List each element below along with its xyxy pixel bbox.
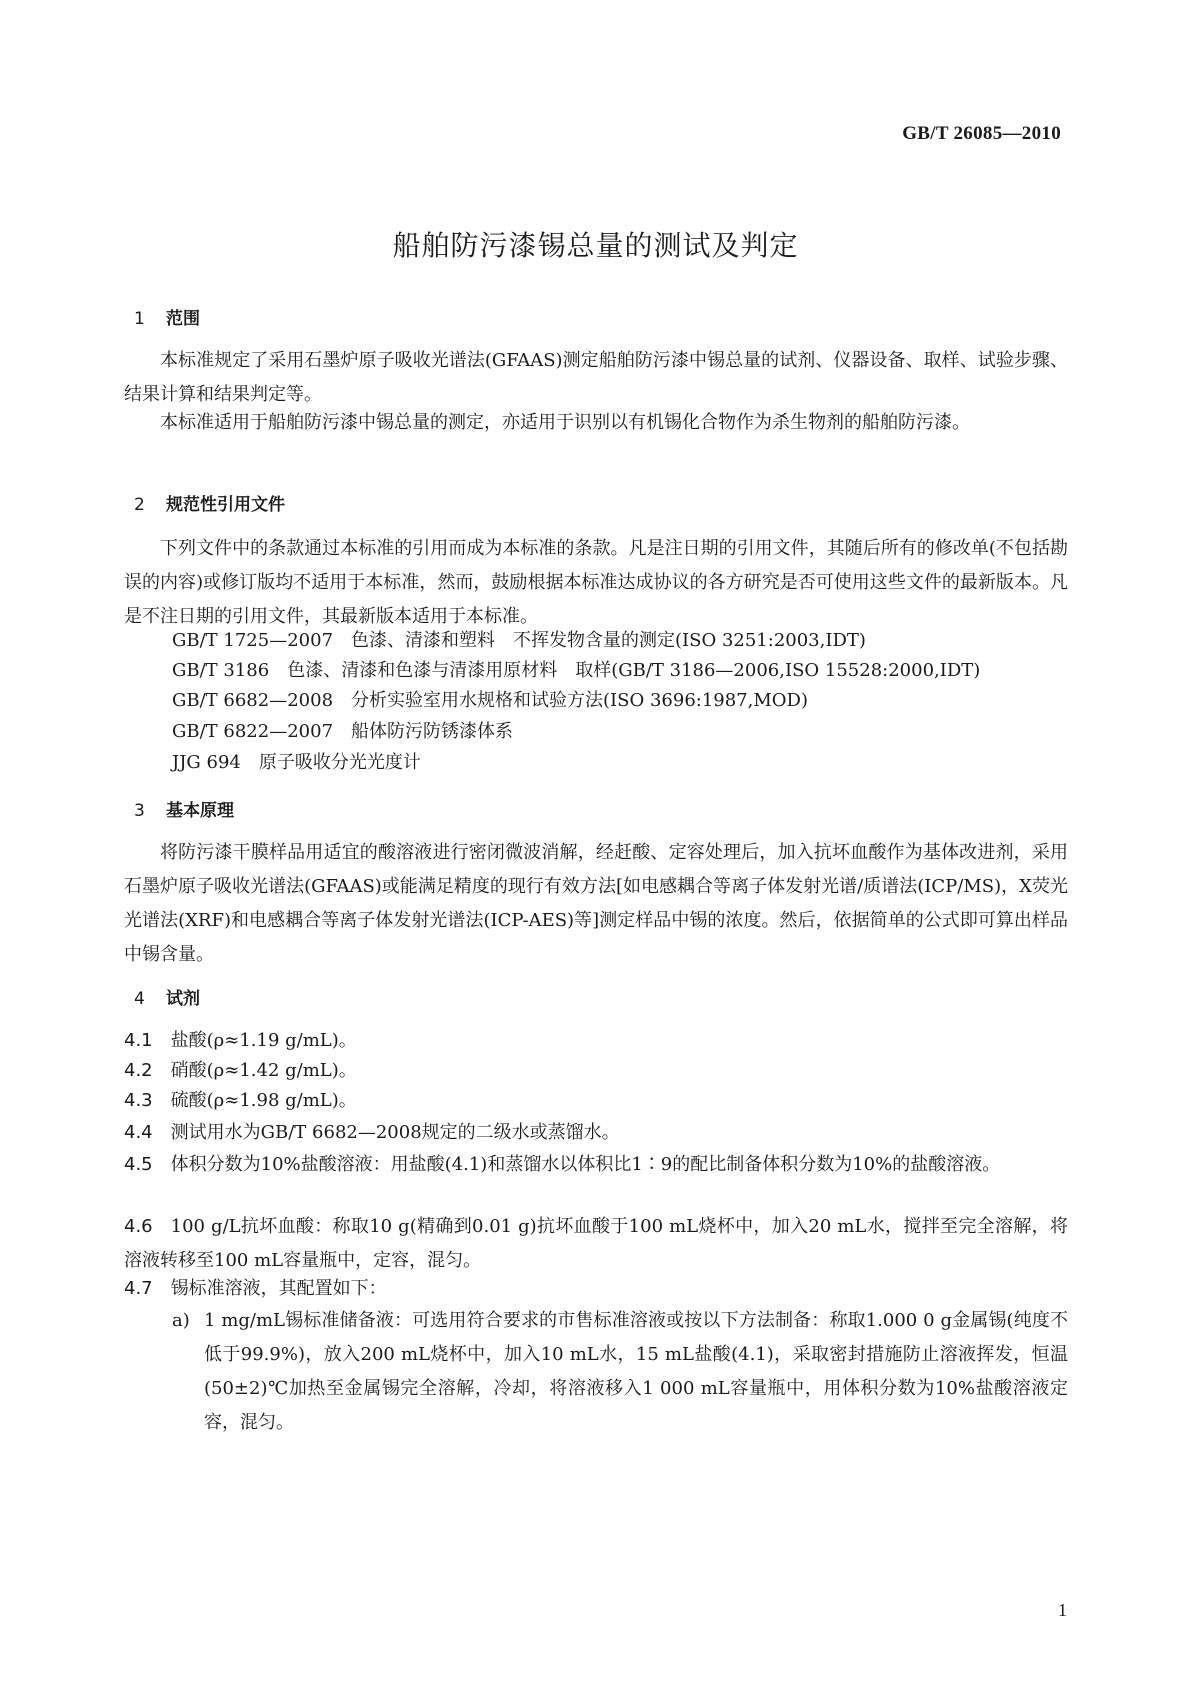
section-number: 1 bbox=[134, 309, 145, 329]
section-title: 范围 bbox=[166, 309, 200, 329]
clause-4-2 bbox=[124, 1054, 1068, 1088]
clause-number: 4.7 bbox=[124, 1278, 153, 1299]
clause-number: 4.6 bbox=[124, 1216, 153, 1237]
clause-text: 硫酸(ρ≈1.98 g/mL)。 bbox=[170, 1090, 357, 1111]
clause-text: 体积分数为10%盐酸溶液：用盐酸(4.1)和蒸馏水以体积比1∶9的配比制备体积分数为10%的盐酸溶液。 bbox=[170, 1154, 1001, 1175]
reference-item: GB/T 6682—2008 分析实验室用水规格和试验方法(ISO 3696:1987,MOD) bbox=[172, 690, 809, 711]
clause-number: 4.3 bbox=[124, 1090, 153, 1111]
section-1-paragraph-1: 本标准规定了采用石墨炉原子吸收光谱法(GFAAS)测定船舶防污漆中锡总量的试剂、仪器设备、取样、试验步骤、结果计算和结果判定等。 bbox=[124, 350, 1068, 405]
section-number: 3 bbox=[134, 801, 145, 821]
clause-4-1 bbox=[124, 1024, 1068, 1058]
section-1-heading bbox=[134, 304, 200, 329]
section-number: 4 bbox=[134, 989, 145, 1009]
section-number: 2 bbox=[134, 495, 145, 515]
sub-item-a bbox=[172, 1304, 1068, 1440]
clause-4-5 bbox=[124, 1148, 1068, 1182]
standard-code: GB/T 26085—2010 bbox=[902, 123, 1061, 144]
sub-item-text: 1 mg/mL锡标准储备液：可选用符合要求的市售标准溶液或按以下方法制备：称取1.000 0 g金属锡(纯度不低于99.9%)，放入200 mL烧杯中，加入10 mL水，15 mL盐酸(4.1)，采取密封措施防止溶液挥发，恒温(50±2)℃加热至金属锡完全溶解，冷却，将溶液移入1 000 mL容量瓶中，用体积分数为10%盐酸溶液定容，混匀。 bbox=[204, 1310, 1068, 1433]
section-2-heading bbox=[134, 490, 285, 515]
clause-text: 硝酸(ρ≈1.42 g/mL)。 bbox=[170, 1060, 357, 1081]
section-title: 规范性引用文件 bbox=[166, 495, 285, 515]
clause-4-7 bbox=[124, 1272, 1068, 1306]
clause-text: 锡标准溶液，其配置如下： bbox=[170, 1278, 387, 1299]
reference-item: GB/T 3186 色漆、清漆和色漆与清漆用原材料 取样(GB/T 3186—2006,ISO 15528:2000,IDT) bbox=[172, 660, 981, 681]
reference-item: GB/T 1725—2007 色漆、清漆和塑料 不挥发物含量的测定(ISO 3251:2003,IDT) bbox=[172, 630, 866, 651]
clause-number: 4.5 bbox=[124, 1154, 153, 1175]
sub-item-mark: a) bbox=[172, 1310, 190, 1331]
section-3-paragraph-1: 将防污漆干膜样品用适宜的酸溶液进行密闭微波消解，经赶酸、定容处理后，加入抗坏血酸作为基体改进剂，采用石墨炉原子吸收光谱法(GFAAS)或能满足精度的现行有效方法[如电感耦合等离子体发射光谱/质谱法(ICP/MS)，X荧光光谱法(XRF)和电感耦合等离子体发射光谱法(ICP-AES)等]测定样品中锡的浓度。然后，依据简单的公式即可算出样品中锡含量。 bbox=[124, 842, 1068, 965]
reference-item: JJG 694 原子吸收分光光度计 bbox=[172, 752, 421, 773]
clause-text: 100 g/L抗坏血酸：称取10 g(精确到0.01 g)抗坏血酸于100 mL烧杯中，加入20 mL水，搅拌至完全溶解，将溶液转移至100 mL容量瓶中，定容，混匀。 bbox=[124, 1216, 1068, 1271]
clause-number: 4.4 bbox=[124, 1122, 153, 1143]
clause-number: 4.1 bbox=[124, 1030, 153, 1051]
clause-4-3 bbox=[124, 1084, 1068, 1118]
clause-4-6 bbox=[124, 1210, 1068, 1278]
clause-text: 盐酸(ρ≈1.19 g/mL)。 bbox=[170, 1030, 357, 1051]
page-number: 1 bbox=[1058, 1600, 1067, 1620]
section-4-heading bbox=[134, 984, 200, 1009]
clause-text: 测试用水为GB/T 6682—2008规定的二级水或蒸馏水。 bbox=[170, 1122, 620, 1143]
section-2-paragraph-1: 下列文件中的条款通过本标准的引用而成为本标准的条款。凡是注日期的引用文件，其随后所有的修改单(不包括勘误的内容)或修订版均不适用于本标准，然而，鼓励根据本标准达成协议的各方研究是否可使用这些文件的最新版本。凡是不注日期的引用文件，其最新版本适用于本标准。 bbox=[124, 538, 1068, 627]
section-title: 基本原理 bbox=[166, 801, 234, 821]
clause-number: 4.2 bbox=[124, 1060, 153, 1081]
section-3-heading bbox=[134, 796, 234, 821]
section-title: 试剂 bbox=[166, 989, 200, 1009]
reference-item: GB/T 6822—2007 船体防污防锈漆体系 bbox=[172, 721, 514, 742]
clause-4-4 bbox=[124, 1116, 1068, 1150]
document-title: 船舶防污漆锡总量的测试及判定 bbox=[392, 229, 799, 262]
section-1-paragraph-2: 本标准适用于船舶防污漆中锡总量的测定，亦适用于识别以有机锡化合物作为杀生物剂的船舶防污漆。 bbox=[160, 412, 970, 433]
